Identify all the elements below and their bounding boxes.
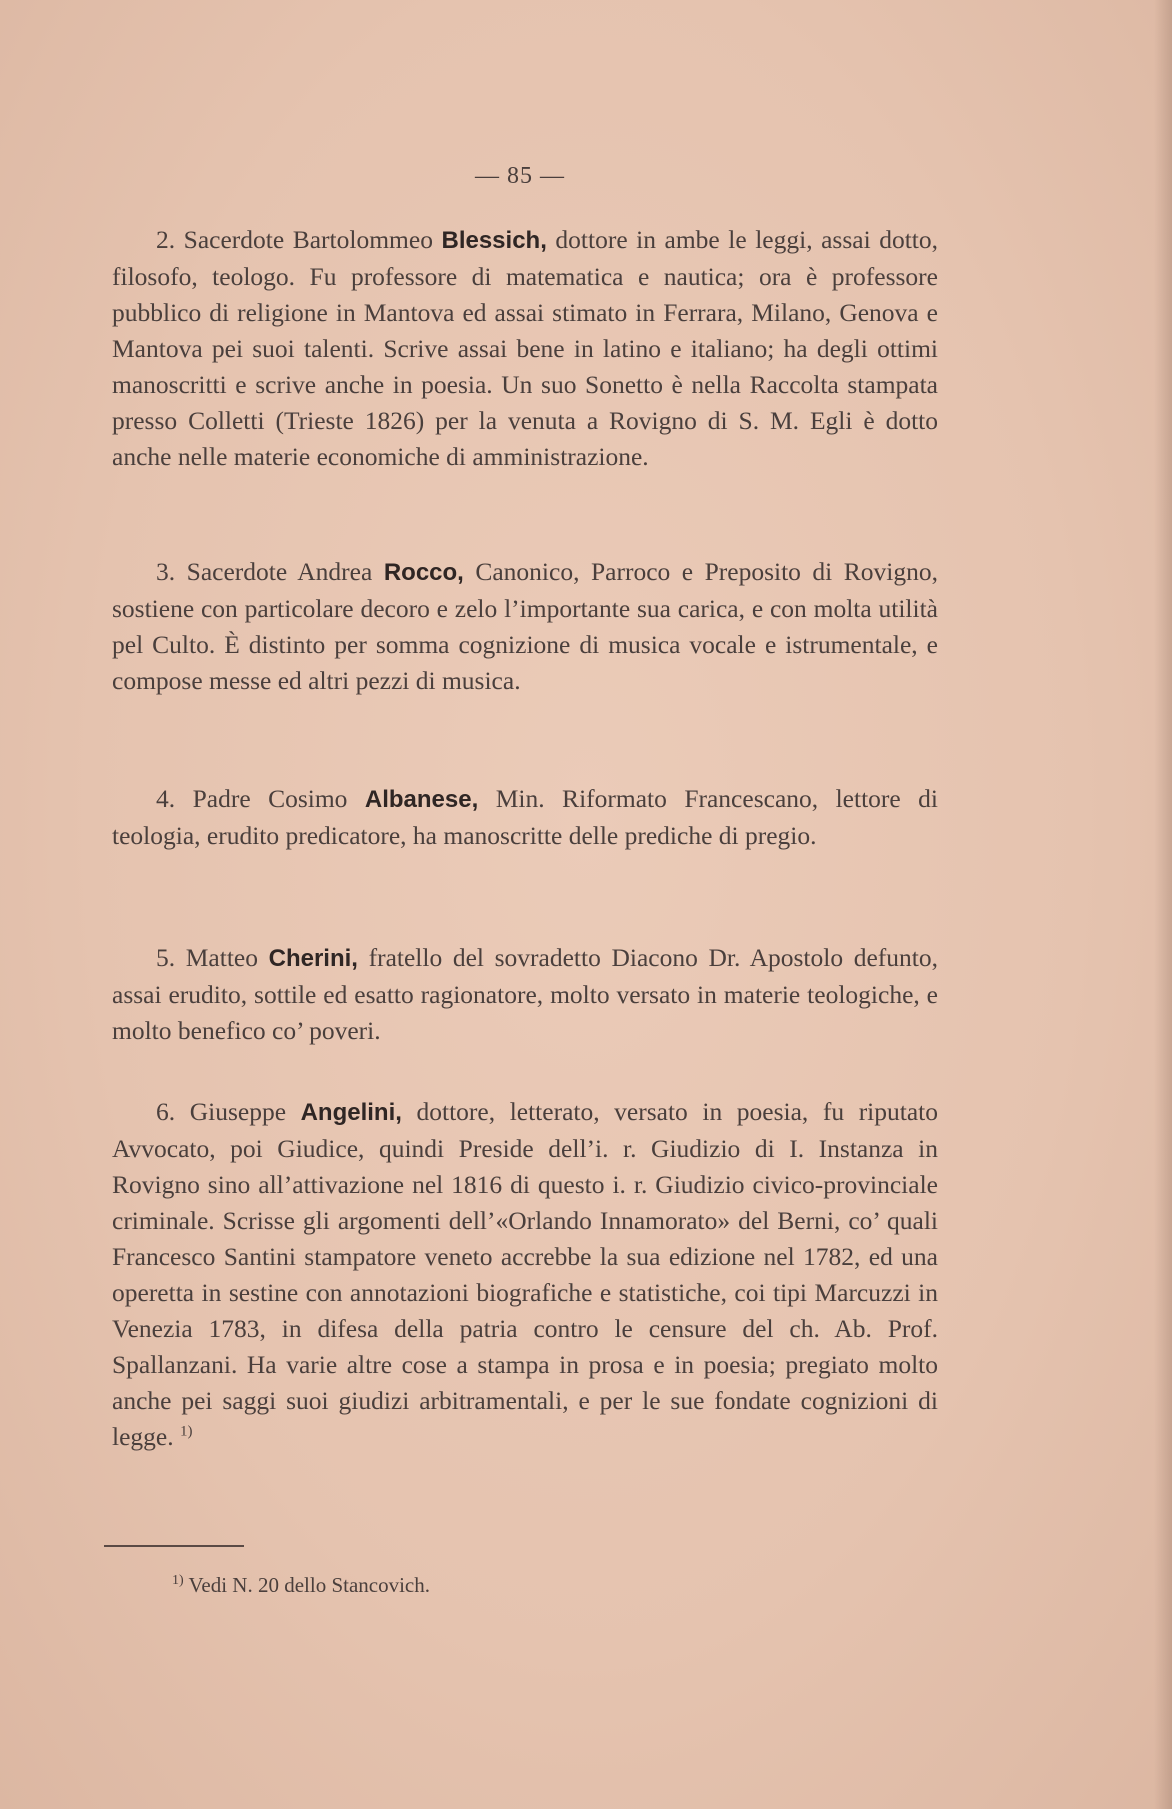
- entry-prefix: 4. Padre Cosimo: [156, 784, 365, 813]
- entry-prefix: 6. Giuseppe: [156, 1097, 301, 1126]
- entry-person-name: Cherini,: [268, 945, 358, 972]
- entry-paragraph: [112, 1094, 938, 1455]
- entry-paragraph: [112, 554, 938, 699]
- entry-person-name: Albanese,: [364, 786, 479, 813]
- entry-text: dottore in ambe le leggi, assai dotto, filosofo, teologo. Fu professore di matematica e nautica; ora è professore pubblico di religione in Mantova ed assai stimato in Ferrara, Milano, Genova e Mantova pei suoi talenti. Scrive assai bene in latino e italiano; ha degli ottimi manoscritti e scrive anche in poesia. Un suo Sonetto è nella Raccolta stampata presso Colletti (Trieste 1826) per la venuta a Rovigno di S. M. Egli è dotto anche nelle materie economiche di amministrazione.: [112, 225, 938, 471]
- entry-prefix: 5. Matteo: [156, 943, 269, 972]
- entry-6: [112, 1094, 938, 1455]
- entry-5: [112, 940, 938, 1049]
- entry-paragraph: [112, 940, 938, 1049]
- page-edge-shadow: [1154, 0, 1172, 1809]
- entry-prefix: 2. Sacerdote Bartolommeo: [156, 225, 442, 254]
- entry-person-name: Angelini,: [300, 1099, 402, 1126]
- footnote-divider: [104, 1545, 244, 1547]
- entry-3: [112, 554, 938, 699]
- entry-paragraph: [112, 222, 938, 475]
- entry-text: fratello del sovradetto Diacono Dr. Apostolo defunto, assai erudito, sottile ed esatto ragionatore, molto versato in materie teologiche, e molto benefico co’ poveri.: [112, 943, 938, 1045]
- footnote-mark: 1): [172, 1573, 184, 1588]
- entry-4: [112, 781, 938, 854]
- entry-prefix: 3. Sacerdote Andrea: [156, 557, 384, 586]
- footnote: [172, 1570, 430, 1600]
- entry-person-name: Blessich,: [441, 227, 547, 254]
- entry-paragraph: [112, 781, 938, 854]
- entry-text: dottore, letterato, versato in poesia, fu riputato Avvocato, poi Giudice, quindi Preside dell’i. r. Giudizio di I. Instanza in Rovigno sino all’attivazione nel 1816 di questo i. r. Giudizio civico-provinciale criminale. Scrisse gli argomenti dell’«Orlando Innamorato» del Berni, co’ quali Francesco Santini stampatore veneto accrebbe la sua edizione nel 1782, ed una operetta in sestine con annotazioni biografiche e statistiche, coi tipi Marcuzzi in Venezia 1783, in difesa della patria contro le censure del ch. Ab. Prof. Spallanzani. Ha varie altre cose a stampa in prosa e in poesia; pregiato molto anche pei saggi suoi giudizi arbitramentali, e per le sue fondate cognizioni di legge.: [112, 1097, 939, 1451]
- entry-person-name: Rocco,: [383, 559, 464, 586]
- footnote-text: Vedi N. 20 dello Stancovich.: [183, 1573, 431, 1597]
- entry-text: Canonico, Parroco e Preposito di Rovigno, sostiene con particolare decoro e zelo l’importante sua carica, e con molta utilità pel Culto. È distinto per somma cognizione di musica vocale e istrumentale, e compose messe ed altri pezzi di musica.: [112, 557, 938, 695]
- footnote-reference[interactable]: 1): [179, 1423, 193, 1440]
- entry-text: Min. Riformato Francescano, lettore di teologia, erudito predicatore, ha manoscritte delle prediche di pregio.: [112, 784, 938, 850]
- entry-2: [112, 222, 938, 475]
- page-number: — 85 —: [475, 163, 565, 189]
